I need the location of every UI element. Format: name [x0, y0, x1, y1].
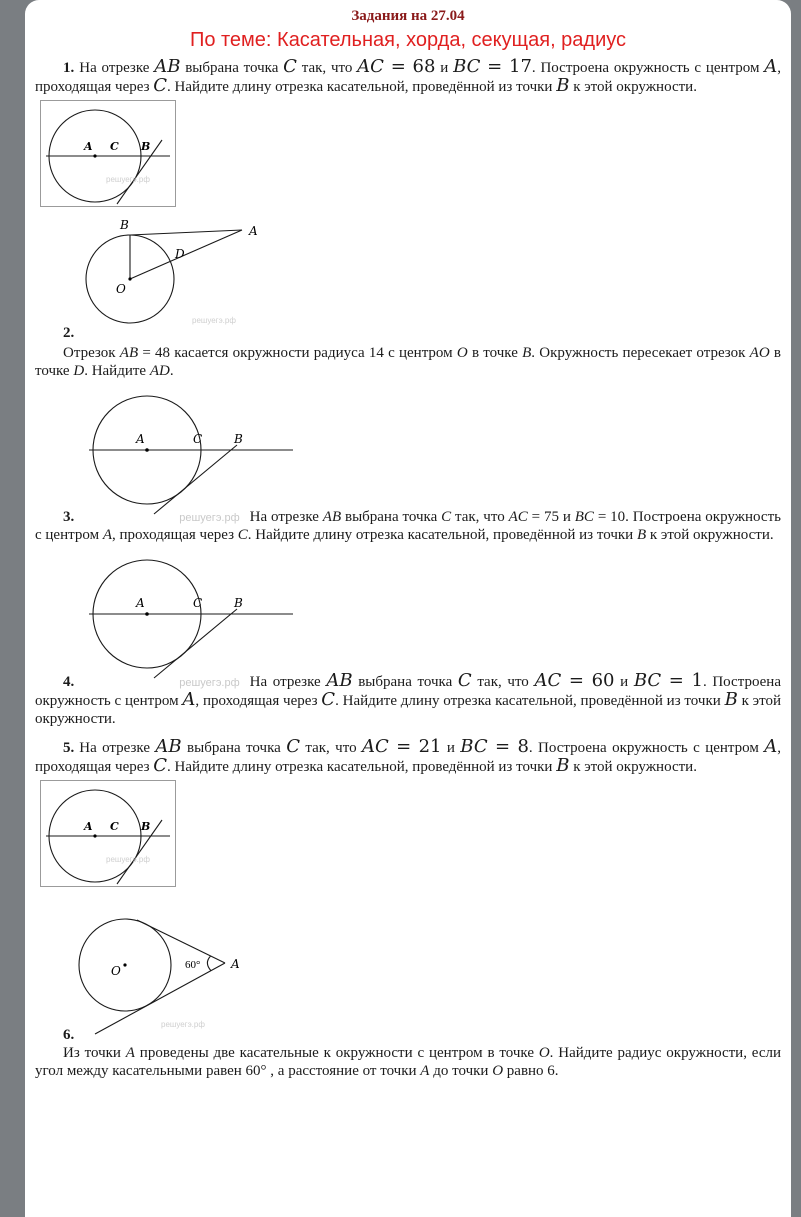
text-segment: = 21 — [388, 736, 442, 757]
text-segment: выбрана точка — [352, 674, 458, 690]
label-o: O — [116, 282, 126, 296]
watermark: решуегэ.рф — [179, 677, 240, 689]
text-segment: = 17 — [480, 56, 532, 77]
angle-label: 60° — [185, 959, 201, 971]
text-segment: так, что — [299, 740, 362, 756]
text-segment: A — [125, 1045, 135, 1061]
problem-3 — [35, 508, 781, 544]
label-c: C — [193, 432, 203, 446]
text-segment: . Найдите — [84, 363, 150, 379]
text-segment: Отрезок — [63, 345, 120, 361]
text-segment: BC — [460, 736, 488, 757]
watermark: решуегэ.рф — [192, 316, 236, 325]
problem-5-text — [35, 736, 782, 776]
label-b: B — [234, 432, 243, 446]
problem-6 — [35, 1044, 781, 1080]
text-segment: . Построена окружность с центром — [528, 740, 765, 756]
figure-problem-1 — [40, 100, 176, 207]
text-segment: C — [286, 736, 300, 757]
tangent-line — [117, 140, 162, 204]
figure-problem-4 — [85, 548, 300, 688]
text-segment: B — [556, 755, 570, 776]
text-segment: . Найдите длину отрезка касательной, проведённой из точки — [335, 693, 725, 709]
figure-border — [41, 101, 176, 207]
text-segment: = 8 — [487, 736, 529, 757]
figure-problem-3 — [85, 384, 300, 524]
text-segment: На отрезке — [249, 509, 323, 525]
text-segment: = 60 — [561, 670, 615, 691]
label-a: A — [136, 596, 145, 610]
text-segment: , проходящая через — [195, 693, 322, 709]
label-d: D — [175, 247, 185, 261]
text-segment: = 68 — [383, 56, 436, 77]
label-c: C — [110, 820, 119, 833]
point-a-dot — [145, 612, 149, 616]
text-segment: AB — [119, 345, 139, 361]
text-segment: AO — [749, 345, 770, 361]
text-segment: AC — [361, 736, 389, 757]
text-segment: выбрана точка — [180, 60, 284, 76]
text-segment: C — [441, 509, 452, 525]
problem-2-number: 2. — [63, 325, 75, 341]
problem-1 — [35, 58, 781, 96]
text-segment: D — [73, 363, 85, 379]
text-segment: = 1 — [661, 670, 703, 691]
text-segment: = 75 и — [527, 509, 575, 525]
problem-6-text — [35, 1045, 781, 1079]
text-segment: На отрезке — [79, 60, 155, 76]
text-segment: A — [764, 56, 778, 77]
text-segment: к этой окружности. — [569, 759, 697, 775]
text-segment: C — [457, 670, 472, 691]
text-segment: . Найдите радиус окружности, если угол между касательными равен 60° , а расстояние от точки — [35, 1045, 781, 1079]
text-segment: и — [435, 60, 454, 76]
label-b: B — [141, 820, 151, 833]
center-o-dot — [128, 277, 131, 280]
problem-1-number: 1. — [63, 60, 75, 76]
label-a: A — [84, 820, 93, 833]
text-segment: AC — [357, 56, 384, 77]
problem-5-number: 5. — [63, 740, 75, 756]
watermark: решуегэ.рф — [106, 855, 150, 864]
label-c: C — [110, 140, 119, 153]
text-segment: BC — [633, 670, 662, 691]
watermark: решуегэ.рф — [179, 512, 240, 524]
text-segment: A — [420, 1063, 430, 1079]
text-segment: AB — [326, 670, 353, 691]
text-segment: На отрезке — [249, 674, 327, 690]
text-segment: AB — [322, 509, 342, 525]
text-segment: На отрезке — [79, 740, 156, 756]
label-a: A — [84, 140, 93, 153]
text-segment: BC — [574, 509, 594, 525]
text-segment: A — [102, 527, 112, 543]
text-segment: AB — [154, 56, 181, 77]
text-segment: AB — [155, 736, 182, 757]
problem-2-text — [35, 345, 781, 379]
problem-3-text — [35, 509, 781, 543]
text-segment: так, что — [296, 60, 358, 76]
problem-4 — [35, 672, 781, 728]
text-segment: C — [283, 56, 297, 77]
watermark: решуегэ.рф — [106, 175, 150, 184]
text-segment: . — [169, 363, 174, 379]
problem-1-text — [35, 56, 782, 96]
text-segment: C — [321, 689, 336, 710]
text-segment: O — [492, 1063, 504, 1079]
text-segment: выбрана точка — [181, 740, 287, 756]
text-segment: к этой окружности. — [35, 693, 781, 727]
point-a-dot — [93, 834, 96, 837]
page-title: Задания на 27.04 — [351, 8, 465, 24]
label-o: O — [111, 964, 121, 978]
text-segment: B — [724, 689, 738, 710]
point-a-dot — [145, 448, 149, 452]
figure-problem-2 — [80, 213, 300, 331]
text-segment: AC — [534, 670, 562, 691]
text-segment: . Найдите длину отрезка касательной, проведённой из точки — [167, 759, 557, 775]
text-segment: в точке — [35, 345, 781, 379]
text-segment: , проходящая через — [35, 60, 782, 95]
text-segment: A — [764, 736, 778, 757]
text-segment: B — [636, 527, 647, 543]
page-subtitle: По теме: Касательная, хорда, секущая, радиус — [189, 29, 627, 51]
problem-6-number: 6. — [63, 1027, 75, 1043]
text-segment: . Найдите длину отрезка касательной, проведённой из точки — [247, 527, 637, 543]
tangent-ba-line — [130, 230, 242, 235]
text-segment: C — [153, 75, 168, 96]
text-segment: проведены две касательные к окружности с центром в точке — [134, 1045, 539, 1061]
text-segment: , проходящая через — [112, 527, 238, 543]
text-segment: AD — [149, 363, 170, 379]
worksheet-page — [25, 0, 791, 1217]
text-segment: так, что — [471, 674, 535, 690]
angle-arc — [207, 956, 211, 971]
text-segment: к этой окружности. — [569, 79, 697, 95]
segment-ao-line — [130, 230, 242, 279]
text-segment: . Построена окружность с центром — [35, 674, 781, 709]
text-segment: C — [153, 755, 168, 776]
text-segment: B — [556, 75, 570, 96]
label-b: B — [234, 596, 243, 610]
label-a: A — [231, 957, 240, 971]
text-segment: = 10. Построена окружность с центром — [35, 509, 781, 543]
text-segment: BC — [453, 56, 481, 77]
figure-problem-5 — [40, 780, 176, 887]
problem-3-number: 3. — [63, 509, 75, 525]
text-segment: равно 6. — [503, 1063, 559, 1079]
upper-tangent-line — [137, 920, 225, 963]
text-segment: к этой окружности. — [646, 527, 774, 543]
figure-border — [41, 781, 176, 887]
text-segment: A — [182, 689, 196, 710]
label-c: C — [193, 596, 203, 610]
problem-4-number: 4. — [63, 674, 75, 690]
text-segment: , проходящая через — [35, 740, 782, 775]
label-a: A — [249, 224, 258, 238]
text-segment: и — [441, 740, 461, 756]
label-b: B — [141, 140, 151, 153]
watermark: решуегэ.рф — [161, 1020, 205, 1029]
problem-2 — [35, 344, 781, 380]
tangent-line — [154, 609, 237, 678]
tangent-line — [117, 820, 162, 884]
text-segment: . Найдите длину отрезка касательной, проведённой из точки — [167, 79, 557, 95]
text-segment: в точке — [467, 345, 523, 361]
text-segment: . Построена окружность с центром — [531, 60, 765, 76]
text-segment: B — [522, 345, 532, 361]
text-segment: = 48 касается окружности радиуса 14 с центром — [138, 345, 457, 361]
text-segment: выбрана точка — [341, 509, 442, 525]
text-segment: Из точки — [63, 1045, 126, 1061]
text-segment: так, что — [451, 509, 509, 525]
text-segment: O — [456, 345, 468, 361]
text-segment: AC — [508, 509, 528, 525]
problem-4-text — [35, 670, 781, 727]
text-segment: и — [614, 674, 634, 690]
problem-5 — [35, 738, 781, 776]
tangent-line — [154, 445, 237, 514]
center-o-dot — [123, 963, 126, 966]
text-segment: . Окружность пересекает отрезок — [531, 345, 750, 361]
figure-problem-6 — [75, 903, 290, 1037]
point-a-dot — [93, 154, 96, 157]
label-a: A — [136, 432, 145, 446]
text-segment: C — [237, 527, 248, 543]
text-segment: до точки — [429, 1063, 493, 1079]
label-b: B — [120, 218, 129, 232]
text-segment: O — [538, 1045, 550, 1061]
